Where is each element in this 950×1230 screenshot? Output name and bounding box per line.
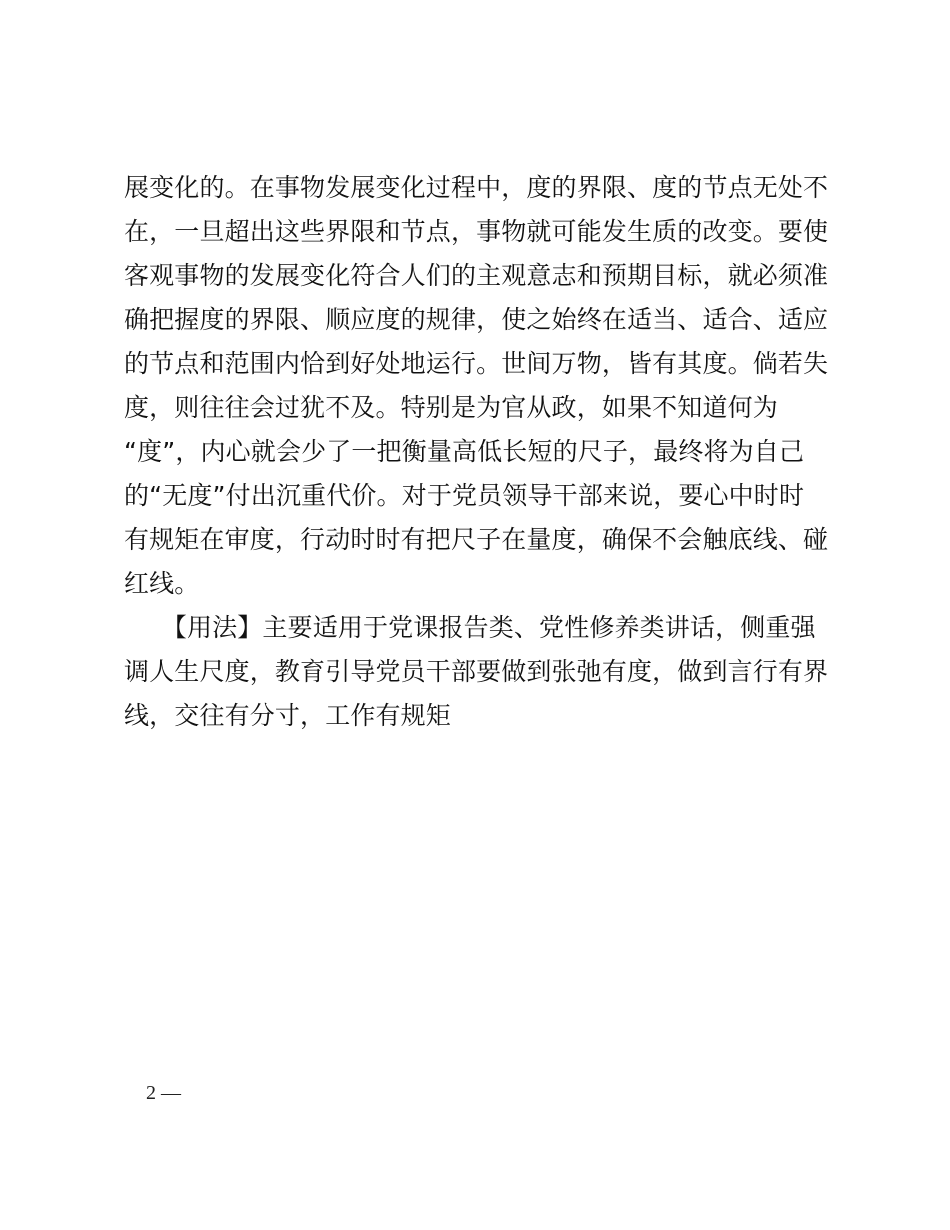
body-line-4: 确把握度的界限、顺应度的规律，使之始终在适当、适合、适应 bbox=[124, 305, 829, 334]
body-line-3: 客观事物的发展变化符合人们的主观意志和预期目标，就必须准 bbox=[124, 261, 829, 290]
body-line-7: “度”，内心就会少了一把衡量高低长短的尺子，最终将为自己 bbox=[124, 437, 805, 466]
usage-line-2: 调人生尺度，教育引导党员干部要做到张弛有度，做到言行有界 bbox=[124, 657, 829, 686]
body-line-8: 的“无度”付出沉重代价。对于党员领导干部来说，要心中时时 bbox=[124, 481, 805, 510]
body-line-1: 展变化的。在事物发展变化过程中，度的界限、度的节点无处不 bbox=[124, 173, 829, 202]
body-line-2: 在，一旦超出这些界限和节点，事物就可能发生质的改变。要使 bbox=[124, 217, 829, 246]
body-line-9: 有规矩在审度，行动时时有把尺子在量度，确保不会触底线、碰 bbox=[124, 525, 829, 554]
usage-line-3: 线，交往有分寸，工作有规矩 bbox=[124, 701, 451, 730]
body-line-5: 的节点和范围内恰到好处地运行。世间万物，皆有其度。倘若失 bbox=[124, 349, 829, 378]
body-line-6: 度，则往往会过犹不及。特别是为官从政，如果不知道何为 bbox=[124, 393, 778, 422]
body-line-10: 红线。 bbox=[124, 569, 200, 598]
page-number: 2 — bbox=[146, 1082, 181, 1104]
usage-line-1: 【用法】主要适用于党课报告类、党性修养类讲话，侧重强 bbox=[124, 613, 816, 642]
